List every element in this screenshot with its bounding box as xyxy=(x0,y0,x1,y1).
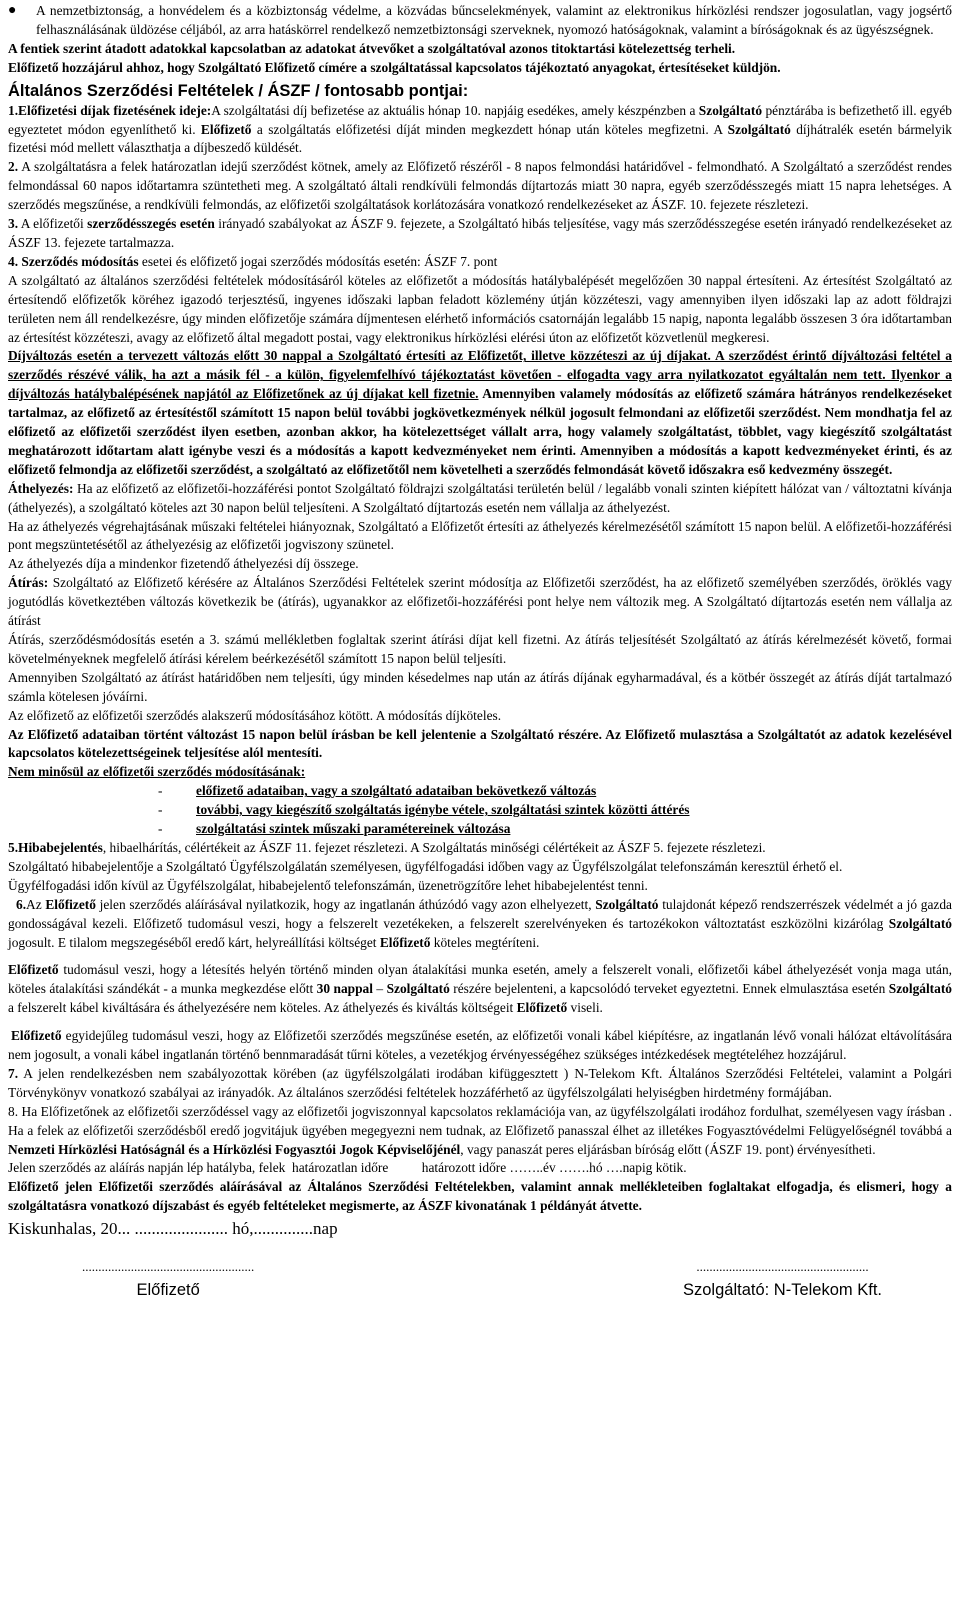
section-5: 5.Hibabejelentés, hibaelhárítás, célértékeit az ÁSZF 11. fejezet részletezi. A Szolgáltatás minőségi célértékeit az ÁSZF 5. fejezete részletezi. xyxy=(8,839,766,855)
paragraph-consent: Előfizető hozzájárul ahhoz, hogy Szolgáltató Előfizető címére a szolgáltatással kapcsolatos tájékoztató anyagokat, értesítéseket küldjön. xyxy=(8,59,781,75)
section-5-hotline: Szolgáltató hibabejelentője a Szolgáltató Ügyfélszolgálatán személyesen, ügyfélfogadási időben vagy az Ügyfélszolgálat telefonszámán keresztül érhető el. xyxy=(8,858,843,874)
transfer-formal: Az előfizető az előfizetői szerződés alakszerű módosításához kötött. A módosítás díjköteles. xyxy=(8,707,502,723)
section-7: 7. A jelen rendelkezésben nem szabályozottak körében (az ügyfélszolgálati irodában kifüggesztett ) N-Telekom Kft. Általános Szerződési Feltételei, valamint a Polgári Törvénykönyv vonatkozó szabályai az irányadók. Az általános szerződési feltételek hozzáférhető az ügyfélszolgálati helyiségben hirdetmény formájában. xyxy=(8,1065,952,1100)
cable-paragraph: Előfizető egyidejűleg tudomásul veszi, hogy az Előfizetői szerződés megszűnése esetén, az előfizetői vonali kábel kiépítésre, az ingatlanán lévő vonali hálózat eltávolítására nem jogosult, a vonali kábel ingatlanán történő bennmaradását tűrni köteles, a vezetékjog érvényességéhez szükséges intézkedések megtételéhez hozzájárul. xyxy=(8,1028,952,1063)
section-heading: Általános Szerződési Feltételek / ÁSZF / fontosabb pontjai: xyxy=(8,81,469,100)
not-modification-list xyxy=(8,782,952,839)
transfer-paragraph: Átírás: Szolgáltató az Előfizető kérésére az Általános Szerződési Feltételek szerint módosítja az Előfizetői szerződést, ha az előfizető személyében szerződés, öröklés vagy jogutódlás következtében változás következik be (átírás), ugyanakkor az előfizetői-hozzáférési pont helye nem változik meg. A Szolgáltató díjtartozás esetén nem vállalja az átírást xyxy=(8,575,952,629)
bullet-icon: ● xyxy=(8,3,17,18)
relocation-paragraph: Áthelyezés: Ha az előfizető az előfizetői-hozzáférési pontot Szolgáltató földrajzi szolgáltatási területén belül / legalább vonali szinten kiépített hálózat van / változtatni kívánja (áthelyezés), a szolgáltató köteles azt 30 napon belül teljesíteni. A Szolgáltató díjtartozás esetén nem vállalja az áthelyezést. xyxy=(8,480,952,515)
signature-line: ..................................................... xyxy=(696,1259,869,1275)
section-8: 8. Ha Előfizetőnek az előfizetői szerződéssel vagy az előfizetői jogviszonnyal kapcsolatos reklamációja van, az ügyfélszolgálati irodához fordulhat, személyesen vagy írásban . Ha a felek az előfizetői szerződésből eredő jogvitájuk ügyében megegyezni nem tudnak, az Előfizető panasszal élhet az illetékes Fogyasztóvédelmi Felügyelőségnél továbbá a Nemzeti Hírközlési Hatóságnál és a Hírközlési Fogyasztói Jogok Képviselőjénél, vagy panaszát peres eljárásban bíróság előtt (ÁSZF 19. pont) érvényesítheti. xyxy=(8,1103,952,1157)
section-4-body: A szolgáltató az általános szerződési feltételek módosításáról köteles az előfizetőt a módosítás hatálybalépését megelőzően 30 nappal értesíteni. Az értesítést Szolgáltató az értesítendő előfizetők köréhez igazodó terjesztésű, ingyenes időszaki lapban feladott közlemény útján közzéteszi, vagy amennyiben ilyen időszaki lap az adott földrajzi területen nem áll rendelkezésre, úgy minden előfizetője számára díjmentesen elérhető információs csatornáján legalább 15 napig, naponta legalább összesen 3 óra időtartamban az értesítést közzéteszi, avagy az előfizető által megadott postai, vagy elektronikus hírközlési elérési úton az előfizetőt közvetlenül megkeresi. xyxy=(8,272,952,345)
signature-line: ..................................................... xyxy=(82,1259,255,1275)
installation-paragraph: Előfizető tudomásul veszi, hogy a létesítés helyén történő minden olyan átalakítási munka esetén, amely a felszerelt vonali, előfizetői kábel áthelyezését vonja maga után, köteles átalakítási szándékát - a munka megkezdése előtt 30 nappal – Szolgáltató részére bejelenteni, a kapcsolódó terveket egyeztetni. Ennek elmulasztása esetén Szolgáltató a felszerelt kábel kiváltására és áthelyezésére nem köteles. Az áthelyezés és kiváltás költségeit Előfizető viseli. xyxy=(8,962,952,1016)
section-2: 2. A szolgáltatásra a felek határozatlan idejű szerződést kötnek, amely az Előfizető részéről - 8 napos felmondási határidővel - felmondható. A Szolgáltató a szerződést rendes felmondással 60 napos időtartamra szüntetheti meg. A szolgáltató általi rendkívüli felmondás díjtartozás miatt 30 napra, egyéb szerződésszegés miatt 15 napra lehetséges. A szerződés megszűnése, a rendkívüli felmondás, az előfizetői szolgáltatások korlátozására vonatkozó rendelkezéseket az ÁSZF. 10. fejezete részletezi. xyxy=(8,159,952,213)
relocation-technical: Ha az áthelyezés végrehajtásának műszaki feltételei hiányoznak, Szolgáltató a Előfizetőt értesíti az áthelyezés kérelmezésétől számított 15 napon belül. A előfizetői-hozzáférési pont megszüntetésétől az áthelyezésig az előfizetői jogviszony szünetel. xyxy=(8,518,952,553)
section-4-title: 4. Szerződés módosítás esetei és előfizető jogai szerződés módosítás esetén: ÁSZF 7. pont xyxy=(8,253,498,269)
bullet-paragraph: ● A nemzetbiztonság, a honvédelem és a közbiztonság védelme, a közvádas bűncselekmények, valamint az elektronikus hírközlési rendszer jogosulatlan, vagy jogsértő felhasználásának üldözése céljából, az arra hatáskörrel rendelkező nemzetbiztonsági szerveknek, nyomozó hatóságoknak, valamint a bíróságoknak és az ügyészségnek. xyxy=(8,3,952,37)
list-item: - szolgáltatási szintek műszaki paramétereinek változása xyxy=(158,820,952,839)
paragraph-confidentiality: A fentiek szerint átadott adatokkal kapcsolatban az adatokat átvevőket a szolgáltatóval azonos titoktartási kötelezettség terheli. xyxy=(8,40,736,56)
document-page xyxy=(8,0,952,1301)
section-5-offhours: Ügyfélfogadási időn kívül az Ügyfélszolgálat, hibabejelentő telefonszámán, üzenetrögzítőre lehet hibabejelentést tenni. xyxy=(8,877,648,893)
section-6: 6.Az Előfizető jelen szerződés aláírásával nyilatkozik, hogy az ingatlanán áthúzódó vagy azon elhelyezett, Szolgáltató tulajdonát képező rendszerrészek védelmét a jó gazda gondosságával kezeli. Előfizető tudomásul veszi, hogy a felszerelt vezetékeken, a felszerelt szerelvényeken és tartozékokon változtatást eszközölni kizárólag Szolgáltató jogosult. E tilalom megszegéséből eredő kárt, helyreállítási költséget Előfizető köteles megtéríteni. xyxy=(8,896,953,950)
relocation-fee: Az áthelyezés díja a mindenkor fizetendő áthelyezési díj összege. xyxy=(8,556,359,572)
list-item: - előfizető adataiban, vagy a szolgáltató adataiban bekövetkező változás xyxy=(158,782,952,801)
acceptance-paragraph: Előfizető jelen Előfizetői szerződés aláírásával az Általános Szerződési Feltételekben, valamint annak mellékleteiben foglaltakat elfogadja, és elismeri, hogy a szolgáltatásra vonatkozó díjszabást és egyéb feltételeket megismerte, az ÁSZF kivonatának 1 példányát átvette. xyxy=(8,1179,952,1214)
not-modification-title: Nem minősül az előfizetői szerződés módosításának: xyxy=(8,764,306,780)
list-item: - további, vagy kiegészítő szolgáltatás igénybe vétele, szolgáltatási szintek közötti áttérés xyxy=(158,801,952,820)
signature-subscriber xyxy=(82,1258,254,1301)
place-date-line: Kiskunhalas, 20... ...................... hó,..............nap xyxy=(8,1219,338,1239)
signature-role: Előfizető xyxy=(136,1281,200,1300)
section-4-fee-change: Díjváltozás esetén a tervezett változás előtt 30 nappal a Szolgáltató értesíti az Előfizetőt, illetve közzéteszi az új díjakat. A szerződést érintő díjváltozási feltétel a szerződés részévé válik, ha azt a másik fél - a külön, figyelemfelhívó tájékoztatást követően - elfogadta vagy arra nyilatkozatot egyáltalán nem tett. Ilyenkor a díjváltozás hatálybalépésének napjától az Előfizetőnek az új díjakat kell fizetnie. Amennyiben valamely módosítás az előfizető számára hátrányos rendelkezéseket tartalmaz, az előfizető az értesítéstől számított 15 napon belül további jogkövetkezmények nélkül jogosult felmondani az előfizetői szerződést. Nem mondhatja fel az előfizető az előfizetői szerződést ilyen esetben, azonban akkor, ha kötelezettséget vállalt arra, hogy valamely szolgáltatást, többlet, vagy kiegészítő szolgáltatást meghatározott időtartam alatt igénybe veszi és a módosítás a kapott kedvezményeket nem érinti. Amennyiben a módosítás a kapott kedvezményeket érinti, és az előfizető felmondja az előfizetői szerződést, a szolgáltató az előfizetőtől nem követelheti a szerződés felmondását követő időszakra eső kedvezmény összegét. xyxy=(8,348,952,477)
signature-provider xyxy=(683,1258,882,1301)
signature-block xyxy=(8,1258,952,1301)
transfer-penalty: Amennyiben Szolgáltató az átírást határidőben nem teljesíti, úgy minden késedelmes nap után az átírás díjának egyharmadával, és a kötbér összegét az átírás díját tartalmazó számla kötelesen jóváírni. xyxy=(8,669,952,704)
signature-role: Szolgáltató: N-Telekom Kft. xyxy=(683,1281,882,1300)
transfer-fee: Átírás, szerződésmódosítás esetén a 3. számú mellékletben foglaltak szerint átírási díjat kell fizetni. Az átírás teljesítését Szolgáltató az átírás kérelmezését követő, formai követelményeknek megfelelő átírási kérelem beérkezésétől számított 15 napon belül teljesíti. xyxy=(8,632,952,666)
section-3: 3. A előfizetői szerződésszegés esetén irányadó szabályokat az ÁSZF 9. fejezete, a Szolgáltató hibás teljesítése, vagy más szerződésszegése esetén irányadó rendelkezéseket az ÁSZF 13. fejezete tartalmazza. xyxy=(8,216,952,250)
validity-paragraph: Jelen szerződés az aláírás napján lép hatályba, felek határozatlan időre határozott időre ……..év …….hó ….napig kötik. xyxy=(8,1160,687,1176)
section-1: 1.Előfizetési díjak fizetésének ideje:A szolgáltatási díj befizetése az aktuális hónap 10. napjáig esedékes, amely készpénzben a Szolgáltató pénztárába is befizethető ill. egyéb egyeztetet módon egyenlíthető ki. Előfizető a szolgáltatás előfizetési díját minden megkezdett hónap után köteles megfizetni. A Szolgáltató díjhátralék esetén bármelyik fizetési mód mellett választhatja a díjbeszedő küldését. xyxy=(8,102,952,156)
transfer-data-change: Az Előfizető adataiban történt változást 15 napon belül írásban be kell jelentenie a Szolgáltató részére. Az Előfizető mulasztása a Szolgáltatót az adatok kezelésével kapcsolatos kötelezettségeinek teljesítése alól mentesíti. xyxy=(8,726,952,761)
